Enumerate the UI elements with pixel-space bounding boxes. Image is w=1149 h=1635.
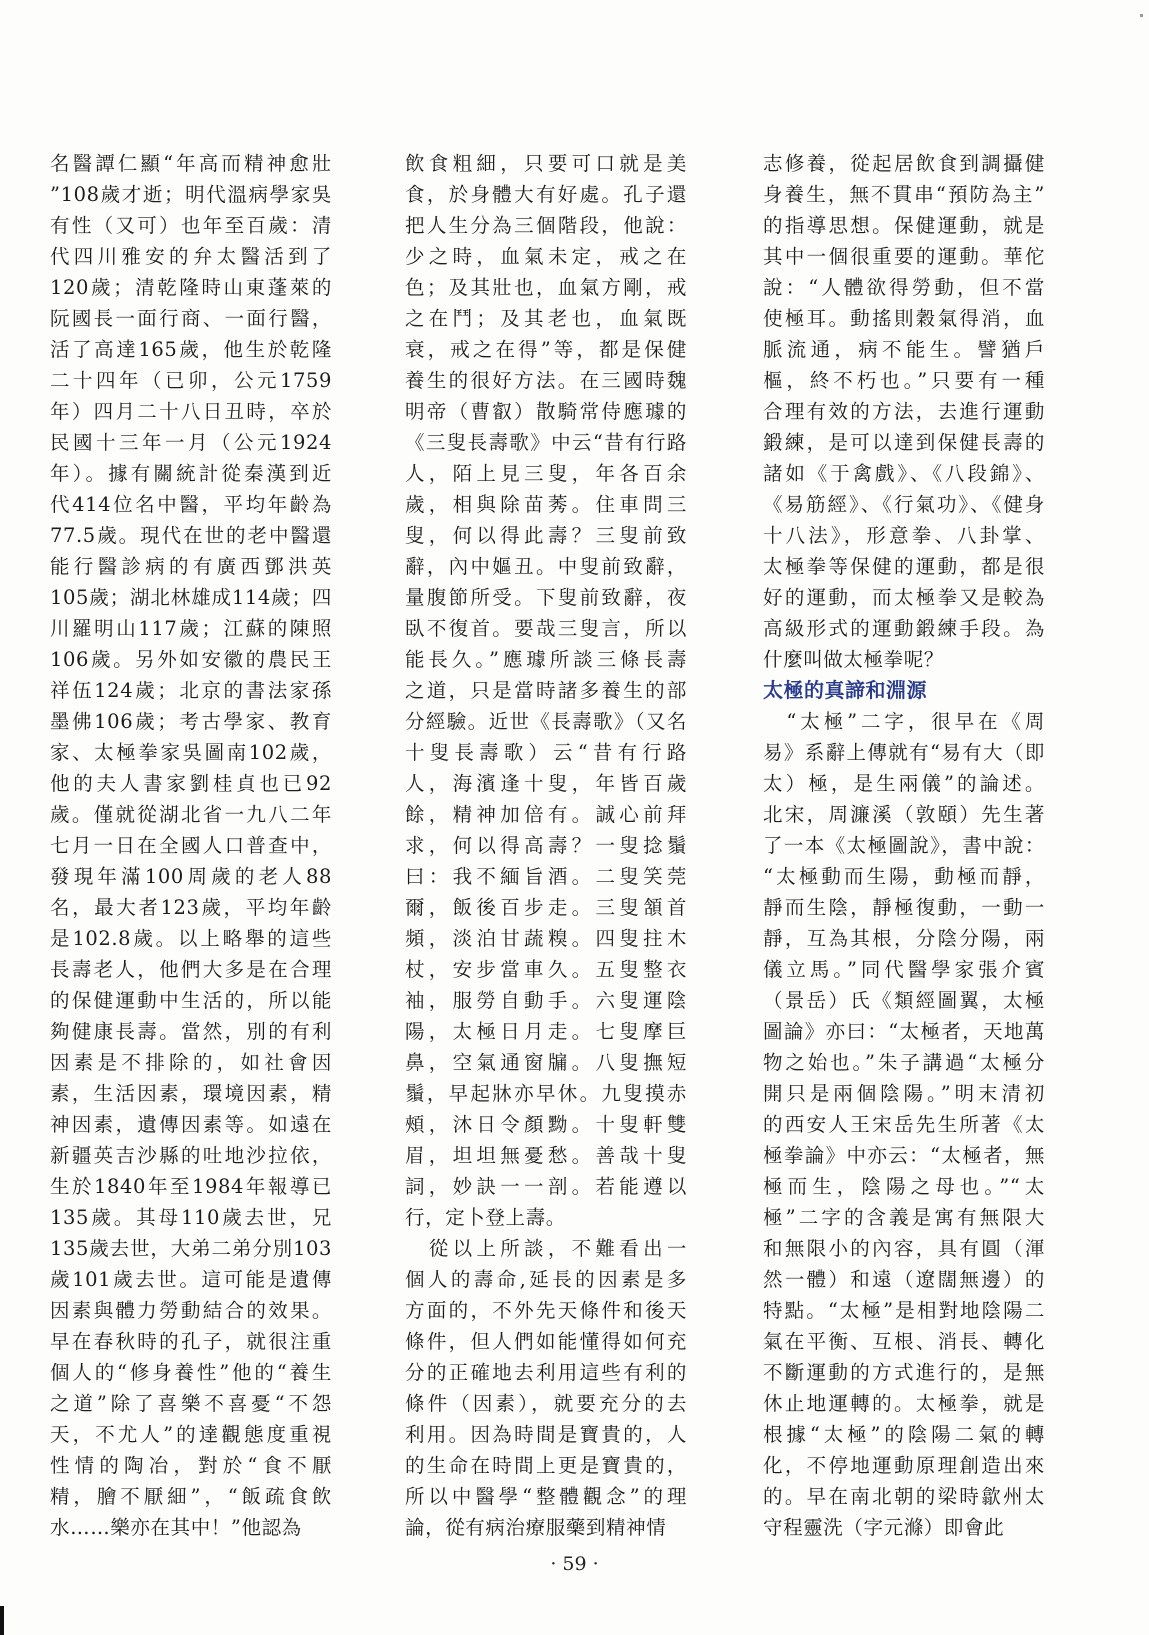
- text-line: 好的運動，而太極拳又是較為: [763, 586, 1045, 609]
- text-line: 民國十三年一月（公元1924: [50, 431, 332, 454]
- text-line: 物之始也。”朱子講過“太極分: [763, 1051, 1045, 1074]
- text-line: 神因素，遺傳因素等。如遠在: [50, 1113, 332, 1136]
- text-line: 106歲。另外如安徽的農民王: [50, 648, 332, 671]
- text-line: 性情的陶冶，對於“食不厭: [50, 1454, 332, 1477]
- text-line: 祥伍124歲；北京的書法家孫: [50, 679, 332, 702]
- text-line: 鬚，早起牀亦早休。九叟摸赤: [405, 1082, 687, 1105]
- text-line: 的。早在南北朝的梁時歙州太: [763, 1485, 1045, 1508]
- text-line: 叟，何以得此壽？三叟前致: [405, 524, 687, 547]
- text-line: 精，膾不厭細”，“飯疏食飲: [50, 1485, 332, 1508]
- text-line: 從以上所談，不難看出一: [405, 1237, 687, 1260]
- text-line: 樞，終不朽也。”只要有一種: [763, 369, 1045, 392]
- text-line: 105歲；湖北林雄成114歲；四: [50, 586, 332, 609]
- text-line: 分的正確地去利用這些有利的: [405, 1361, 687, 1384]
- text-line: 條件（因素），就要充分的去: [405, 1392, 687, 1415]
- text-line: 二十四年（已卯，公元1759: [50, 369, 332, 392]
- text-line: 曰：我不緬旨酒。二叟笑莞: [405, 865, 687, 888]
- text-line: 之在鬥；及其老也，血氣既: [405, 307, 687, 330]
- text-line: 不斷運動的方式進行的，是無: [763, 1361, 1045, 1384]
- text-line: 陽，太極日月走。七叟摩巨: [405, 1020, 687, 1043]
- text-line: （景岳）氏《類經圖翼，太極: [763, 989, 1045, 1012]
- text-line: 志修養，從起居飲食到調攝健: [763, 152, 1045, 175]
- text-line: 諸如《于禽戲》、《八段錦》、: [763, 462, 1045, 485]
- right-column-bottom-block: [763, 706, 1045, 1543]
- text-line: 根據“太極”的陰陽二氣的轉: [763, 1423, 1045, 1446]
- text-line: 長壽老人，他們大多是在合理: [50, 958, 332, 981]
- text-line: 說：“人體欲得勞動，但不當: [763, 276, 1045, 299]
- text-line: 《三叟長壽歌》中云“昔有行路: [405, 431, 687, 454]
- text-line: 靜而生陰，靜極復動，一動一: [763, 896, 1045, 919]
- text-line: 十八法》，形意拳、八卦掌、: [763, 524, 1045, 547]
- text-line: 衰，戒之在得”等，都是保健: [405, 338, 687, 361]
- text-line: 有性（又可）也年至百歲：清: [50, 214, 332, 237]
- text-line: “太極”二字，很早在《周: [763, 710, 1045, 733]
- text-line: 早在春秋時的孔子，就很注重: [50, 1330, 332, 1353]
- text-line: 頻，淡泊甘蔬糗。四叟拄木: [405, 927, 687, 950]
- text-column-right: [763, 148, 1045, 1543]
- text-line: 之道”除了喜樂不喜憂“不怨: [50, 1392, 332, 1415]
- text-line: 阮國長一面行商、一面行醫，: [50, 307, 332, 330]
- text-line: 了一本《太極圖說》，書中說：: [763, 834, 1045, 857]
- text-line: 之道，只是當時諸多養生的部: [405, 679, 687, 702]
- section-heading: 太極的真諦和淵源: [763, 678, 927, 702]
- text-line: 行，定卜登上壽。: [405, 1206, 566, 1229]
- text-line: 因素與體力勞動結合的效果。: [50, 1299, 332, 1322]
- text-column-middle: [405, 148, 687, 1543]
- text-line: 其中一個很重要的運動。華佗: [763, 245, 1045, 268]
- page-number: · 59 ·: [550, 1553, 599, 1575]
- text-line: 袖，服勞自動手。六叟運陰: [405, 989, 687, 1012]
- text-line: 代414位名中醫，平均年齡為: [50, 493, 332, 516]
- text-line: 的生命在時間上更是寶貴的，: [405, 1454, 687, 1477]
- text-line: 方面的，不外先天條件和後天: [405, 1299, 687, 1322]
- text-line: 能行醫診病的有廣西鄧洪英: [50, 555, 332, 578]
- text-line: 什麼叫做太極拳呢？: [763, 648, 944, 671]
- text-line: 是102.8歲。以上略舉的這些: [50, 927, 332, 950]
- text-line: 的指導思想。保健運動，就是: [763, 214, 1045, 237]
- text-line: 因素是不排除的，如社會因: [50, 1051, 332, 1074]
- text-line: 飲食粗細，只要可口就是美: [405, 152, 687, 175]
- text-line: ”108歲才逝；明代溫病學家吳: [50, 183, 332, 206]
- text-line: 臥不復首。要哉三叟言，所以: [405, 617, 687, 640]
- text-line: 鼻，空氣通窗牖。八叟撫短: [405, 1051, 687, 1074]
- text-line: 明帝（曹叡）散騎常侍應璩的: [405, 400, 687, 423]
- text-line: 年）。據有關統計從秦漢到近: [50, 462, 332, 485]
- text-line: 餘，精神加倍有。誠心前拜: [405, 803, 687, 826]
- text-line: “太極動而生陽，動極而靜，: [763, 865, 1045, 888]
- text-line: 歲101歲去世。這可能是遺傳: [50, 1268, 332, 1291]
- scan-speck: [1140, 14, 1143, 17]
- text-line: 論，從有病治療服藥到精神情: [405, 1516, 667, 1539]
- text-line: 能長久。”應璩所談三條長壽: [405, 648, 687, 671]
- text-line: 個人的“修身養性”他的“養生: [50, 1361, 332, 1384]
- right-column-top-block: [763, 148, 1045, 675]
- text-line: 條件，但人們如能懂得如何充: [405, 1330, 687, 1353]
- text-line: 北宋，周濂溪（敦頤）先生著: [763, 803, 1045, 826]
- text-line: 頰，沐日令顏黝。十叟軒雙: [405, 1113, 687, 1136]
- text-line: 太極拳等保健的運動，都是很: [763, 555, 1045, 578]
- text-line: 爾，飯後百步走。三叟頷首: [405, 896, 687, 919]
- text-line: 高級形式的運動鍛練手段。為: [763, 617, 1045, 640]
- text-line: 極而生，陰陽之母也。”“太: [763, 1175, 1045, 1198]
- text-line: 新疆英吉沙縣的吐地沙拉依，: [50, 1144, 332, 1167]
- text-line: 活了高達165歲，他生於乾隆: [50, 338, 332, 361]
- text-line: 養生的很好方法。在三國時魏: [405, 369, 687, 392]
- text-line: 開只是兩個陰陽。”明末清初: [763, 1082, 1045, 1105]
- text-line: 人，陌上見三叟，年各百余: [405, 462, 687, 485]
- text-line: 食，於身體大有好處。孔子還: [405, 183, 687, 206]
- text-line: 少之時，血氣未定，戒之在: [405, 245, 687, 268]
- text-line: 135歲。其母110歲去世，兄: [50, 1206, 332, 1229]
- text-line: 所以中醫學“整體觀念”的理: [405, 1485, 687, 1508]
- text-line: 身養生，無不貫串“預防為主”: [763, 183, 1045, 206]
- text-line: 120歲；清乾隆時山東蓬萊的: [50, 276, 332, 299]
- text-line: 合理有效的方法，去進行運動: [763, 400, 1045, 423]
- text-line: 特點。“太極”是相對地陰陽二: [763, 1299, 1045, 1322]
- text-line: 利用。因為時間是寶貴的，人: [405, 1423, 687, 1446]
- text-line: 和無限小的內容，具有圓（渾: [763, 1237, 1045, 1260]
- text-line: 夠健康長壽。當然，別的有利: [50, 1020, 332, 1043]
- text-line: 人，海濱逢十叟，年皆百歲: [405, 772, 687, 795]
- text-line: 年）四月二十八日丑時，卒於: [50, 400, 332, 423]
- text-line: 歲，相與除苗莠。住車問三: [405, 493, 687, 516]
- text-line: 氣在平衡、互根、消長、轉化: [763, 1330, 1045, 1353]
- text-line: 川羅明山117歲；江蘇的陳照: [50, 617, 332, 640]
- text-line: 脈流通，病不能生。譬猶戶: [763, 338, 1045, 361]
- text-line: 名醫譚仁顯“年高而精神愈壯: [50, 152, 332, 175]
- text-line: 儀立馬。”同代醫學家張介賓: [763, 958, 1045, 981]
- text-line: 十叟長壽歌）云“昔有行路: [405, 741, 687, 764]
- text-line: 的保健運動中生活的，所以能: [50, 989, 332, 1012]
- text-line: 極拳論》中亦云：“太極者，無: [763, 1144, 1045, 1167]
- text-line: 易》系辭上傳就有“易有大（即: [763, 741, 1045, 764]
- text-line: 杖，安步當車久。五叟整衣: [405, 958, 687, 981]
- text-line: 墨佛106歲；考古學家、教育: [50, 710, 332, 733]
- text-line: 極”二字的含義是寓有無限大: [763, 1206, 1045, 1229]
- text-line: 色；及其壯也，血氣方剛，戒: [405, 276, 687, 299]
- text-line: 個人的壽命,延長的因素是多: [405, 1268, 687, 1291]
- text-line: 天，不尤人”的達觀態度重視: [50, 1423, 332, 1446]
- text-line: 他的夫人書家劉桂貞也已92: [50, 772, 332, 795]
- text-line: 名，最大者123歲，平均年齡: [50, 896, 332, 919]
- text-line: 休止地運轉的。太極拳，就是: [763, 1392, 1045, 1415]
- text-line: 歲。僅就從湖北省一九八二年: [50, 803, 332, 826]
- text-line: 家、太極拳家吳圖南102歲，: [50, 741, 332, 764]
- text-line: 把人生分為三個階段，他說：: [405, 214, 687, 237]
- text-line: 靜，互為其根，分陰分陽，兩: [763, 927, 1045, 950]
- text-line: 水……樂亦在其中！”他認為: [50, 1516, 302, 1539]
- text-line: 化，不停地運動原理創造出來: [763, 1454, 1045, 1477]
- text-line: 求，何以得高壽？一叟捻鬚: [405, 834, 687, 857]
- text-line: 的西安人王宋岳先生所著《太: [763, 1113, 1045, 1136]
- text-line: 生於1840年至1984年報導已: [50, 1175, 332, 1198]
- text-line: 圖論》亦曰：“太極者，天地萬: [763, 1020, 1045, 1043]
- text-line: 辭，內中嫗丑。中叟前致辭，: [405, 555, 687, 578]
- text-line: 然一體）和遠（遼闊無邊）的: [763, 1268, 1045, 1291]
- text-line: 太）極，是生兩儀”的論述。: [763, 772, 1045, 795]
- text-line: 七月一日在全國人口普查中，: [50, 834, 332, 857]
- text-line: 鍛練，是可以達到保健長壽的: [763, 431, 1045, 454]
- text-line: 量腹節所受。下叟前致辭，夜: [405, 586, 687, 609]
- text-line: 使極耳。動搖則穀氣得消，血: [763, 307, 1045, 330]
- text-line: 眉，坦坦無憂愁。善哉十叟: [405, 1144, 687, 1167]
- text-line: 分經驗。近世《長壽歌》（又名: [405, 710, 687, 733]
- text-line: 77.5歲。現代在世的老中醫還: [50, 524, 332, 547]
- text-line: 《易筋經》、《行氣功》、《健身: [763, 493, 1045, 516]
- text-line: 代四川雅安的弁太醫活到了: [50, 245, 332, 268]
- text-line: 素，生活因素，環境因素，精: [50, 1082, 332, 1105]
- text-line: 詞，妙訣一一剖。若能遵以: [405, 1175, 687, 1198]
- scan-edge-mark: [0, 1606, 4, 1635]
- text-line: 135歲去世，大弟二弟分別103: [50, 1237, 332, 1260]
- text-column-left: [50, 148, 332, 1543]
- text-line: 守程靈洗（字元滌）即會此: [763, 1516, 1005, 1539]
- text-line: 發現年滿100周歲的老人88: [50, 865, 332, 888]
